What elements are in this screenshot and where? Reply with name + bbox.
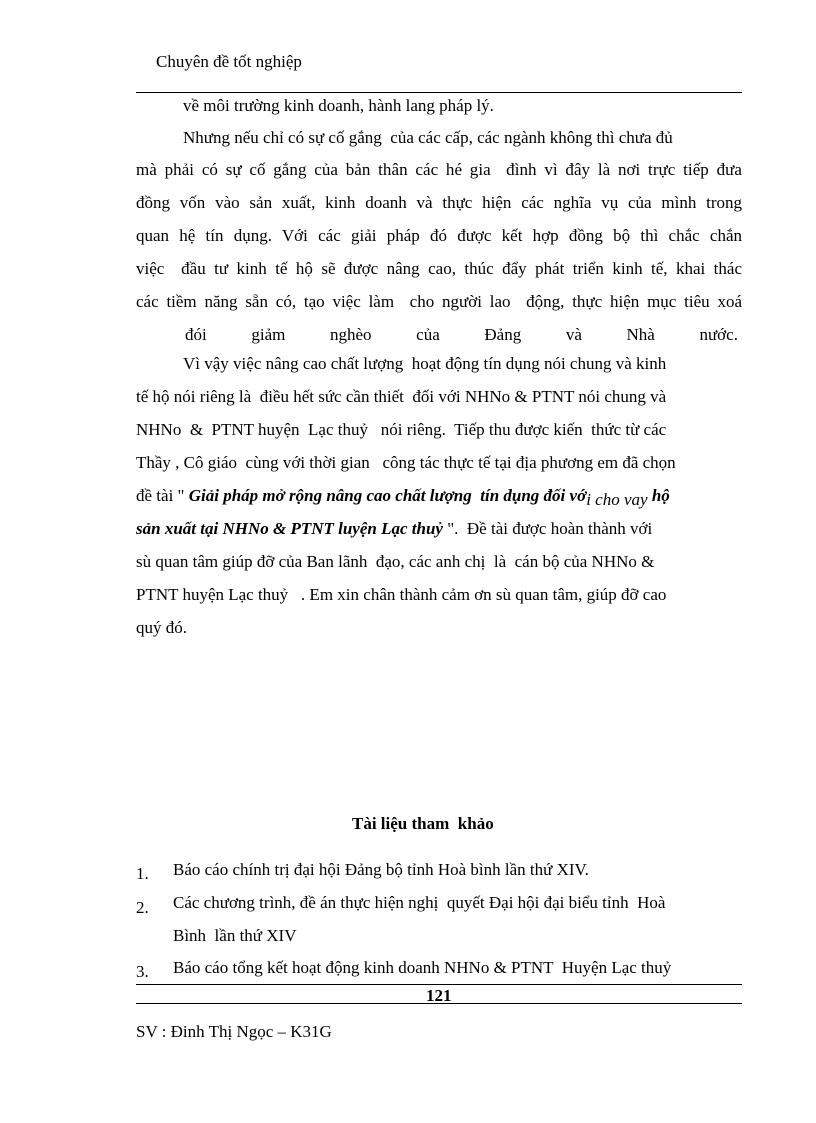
body-line: tế hộ nói riêng là điều hết sức cần thiết đối với NHNo & PTNT nói chung và: [136, 387, 667, 406]
body-line: đồng vốn vào sản xuất, kinh doanh và thực hiện các nghĩa vụ của mình trong: [136, 193, 742, 212]
word: giảm: [251, 325, 286, 344]
word: đói: [185, 325, 207, 344]
student-info: SV : Đinh Thị Ngọc – K31G: [136, 1022, 332, 1041]
word: nước.: [699, 325, 738, 344]
topic-title-part-3: sản xuất tại NHNo & PTNT luyện Lạc thuỷ: [136, 519, 443, 538]
references-heading: Tài liệu tham khảo: [352, 814, 494, 833]
word: và: [565, 325, 582, 344]
reference-number: 2.: [136, 898, 149, 917]
word: của: [416, 325, 440, 344]
body-line: NHNo & PTNT huyện Lạc thuỷ nói riêng. Tiếp thu được kiến thức từ các: [136, 420, 667, 439]
body-line: quý đó.: [136, 618, 187, 637]
body-line: về môi trường kinh doanh, hành lang pháp lý.: [183, 96, 494, 115]
reference-number: 1.: [136, 864, 149, 883]
body-line: các tiềm năng sẵn có, tạo việc làm cho người lao động, thực hiện mục tiêu xoá: [136, 292, 742, 311]
body-line: sù quan tâm giúp đỡ của Ban lãnh đạo, các anh chị là cán bộ của NHNo &: [136, 552, 655, 571]
footer-rule-top: [136, 984, 742, 985]
topic-line-2: [136, 519, 652, 539]
reference-text: Báo cáo tổng kết hoạt động kinh doanh NHNo & PTNT Huyện Lạc thuỷ: [173, 958, 672, 977]
page-number: 121: [426, 986, 452, 1005]
topic-title-part-2: hộ: [651, 486, 670, 505]
topic-suffix: ". Đề tài được hoàn thành với: [442, 519, 653, 538]
word: Đảng: [484, 325, 522, 344]
body-line-spread: [185, 325, 738, 345]
word: Nhà: [626, 325, 655, 344]
header-title: Chuyên đề tốt nghiệp: [156, 52, 302, 71]
reference-number: 3.: [136, 962, 149, 981]
reference-text: Các chương trình, đề án thực hiện nghị quyết Đại hội đại biểu tỉnh Hoà: [173, 893, 666, 912]
topic-prefix: đề tài ": [136, 486, 189, 505]
topic-title-part-1: Giải pháp mở rộng nâng cao chất lượng tín dụng đối vớ: [188, 486, 587, 505]
body-line: quan hệ tín dụng. Với các giải pháp đó được kết hợp đồng bộ thì chắc chắn: [136, 226, 742, 245]
reference-text: Báo cáo chính trị đại hội Đảng bộ tỉnh Hoà bình lần thứ XIV.: [173, 860, 589, 879]
word: nghèo: [329, 325, 372, 344]
reference-text-continued: Bình lần thứ XIV: [173, 926, 297, 945]
header-rule: [136, 92, 742, 93]
body-line: Vì vậy việc nâng cao chất lượng hoạt động tín dụng nói chung và kinh: [183, 354, 667, 373]
body-line: việc đầu tư kinh tế hộ sẽ được nâng cao, thúc đẩy phát triển kinh tế, khai thác: [136, 259, 742, 278]
topic-title-small: i cho vay: [586, 490, 652, 509]
body-line: PTNT huyện Lạc thuỷ . Em xin chân thành cảm ơn sù quan tâm, giúp đỡ cao: [136, 585, 667, 604]
body-line: Thầy , Cô giáo cùng với thời gian công tác thực tế tại địa phương em đã chọn: [136, 453, 676, 472]
footer-rule-bottom: [136, 1003, 742, 1004]
body-line: Nhưng nếu chỉ có sự cố gắng của các cấp, các ngành không thì chưa đủ: [183, 128, 673, 147]
topic-line-1: [136, 486, 670, 509]
body-line: mà phải có sự cố gắng của bản thân các hé gia đình vì đây là nơi trực tiếp đưa: [136, 160, 742, 179]
